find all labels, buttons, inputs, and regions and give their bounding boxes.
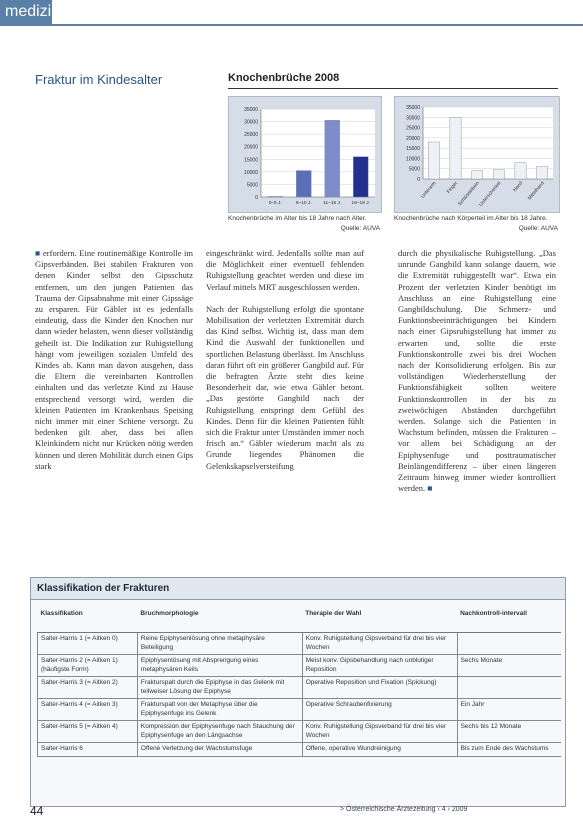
y-tick-label: 25000 bbox=[406, 125, 420, 132]
article-title: Fraktur im Kindesalter bbox=[35, 72, 163, 87]
table-cell: Salter-Harris 6 bbox=[38, 743, 138, 757]
bar bbox=[428, 142, 439, 179]
x-tick-label: Schlüsselbein bbox=[457, 181, 481, 207]
x-tick-label: Finger bbox=[446, 181, 460, 195]
table-row bbox=[38, 655, 562, 677]
y-tick-label: 35000 bbox=[406, 105, 420, 111]
x-tick-label: Hand bbox=[512, 181, 525, 194]
bar bbox=[472, 171, 483, 179]
x-tick-label: 6–10 J. bbox=[295, 201, 312, 206]
table-cell: Sechs Monate bbox=[457, 655, 561, 677]
y-tick-label: 0 bbox=[255, 195, 258, 201]
bar bbox=[493, 170, 504, 179]
table-cell: Frakturspalt von der Metaphyse über die Epiphysenfuge ins Gelenk bbox=[137, 699, 302, 721]
y-tick-label: 30000 bbox=[406, 115, 420, 122]
x-tick-label: Unterarm bbox=[420, 181, 438, 200]
bar bbox=[268, 196, 283, 197]
table-cell: Konv. Ruhigstellung Gipsverband für drei bis vier Wochen bbox=[302, 721, 457, 743]
bar bbox=[325, 120, 340, 197]
y-tick-label: 20000 bbox=[244, 144, 258, 151]
table-cell: Ein Jahr bbox=[457, 699, 561, 721]
chart-bodypart-caption bbox=[394, 214, 558, 234]
x-tick-label: Unterschenkel bbox=[478, 181, 503, 208]
page-number: 44 bbox=[30, 804, 44, 818]
table-row bbox=[38, 633, 562, 655]
table-cell: Operative Schraubenfixierung bbox=[302, 699, 457, 721]
header-therapy: Therapie der Wahl bbox=[302, 608, 457, 633]
x-tick-label: 16–18 J. bbox=[351, 201, 370, 206]
table-cell: Konv. Ruhigstellung Gipsverband für drei bis vier Wochen bbox=[302, 633, 457, 655]
x-tick-label: 11–15 J. bbox=[323, 201, 342, 206]
chart-age bbox=[229, 97, 381, 212]
table-row bbox=[38, 677, 562, 699]
body-col1-text: erfordern. Eine routinemäßige Kontrolle im Gipsverbänden. Bei stabilen Frakturen von denen Kinder selbst den Gipsschutz entfernen, um den jungen Patienten das Trauma der Gipsabnahme mit einer Gipssäge zu ersparen. Für Gäbler ist es jedenfalls eindeutig, dass die Kinder den Knochen nur dann wieder belasten, wenn dieser vollständig geheilt ist. Die Indikation zur Ruhigstellung hängt vom jeweiligen sozialen Umfeld des Kindes ab. Kann man davon ausgehen, dass die Eltern die vereinbarten Kontrollen einhalten und das verletzte Kind zu Hause entsprechend versorgt wird, werden die kleinen Patienten im Krankenhaus Speising nicht immer mit einer Schiene versorgt. Zu bedenken gilt aber, dass bei allen Kleinkindern nicht nur Krücken nötig werden können und deren Mobilität durch einen Gips stark bbox=[35, 248, 194, 471]
y-tick-label: 5000 bbox=[246, 182, 258, 189]
table-cell: Salter-Harris 4 (= Aitken 3) bbox=[38, 699, 138, 721]
x-tick-label: 0–5 J. bbox=[268, 201, 282, 206]
y-tick-label: 0 bbox=[417, 177, 420, 183]
footer-issue: > Österreichische Ärztezeitung ‹ 4 › 2009 bbox=[340, 806, 468, 813]
y-tick-label: 30000 bbox=[244, 119, 258, 126]
y-tick-label: 5000 bbox=[408, 166, 420, 173]
body-col3-text: durch die physikalische Ruhigstellung. „Das unrunde Gangbild kann solange dauern, wie die Extremität ruhiggestellt war“. Etwa ein Prozent der verletzten Kinder benötigt im Anschluss an eine Ruhigstellung eine Gangbildschulung. Die Schmerz- und Funktionsbeeinträchtigungen bei Kindern nach einer Gipsruhigstellung hat immer zu erwarten und, sollte die erste Funktionskontrolle zwei bis drei Wochen nach der Konsolidierung erfolgen. Bis zur vollständigen Wiederherstellung der Funktionsfähigkeit sollten weitere Funktionskontrollen in der bis zu zweiwöchigen Abständen durchgeführt werden. Solange sich die Patienten in Wachstum befinden, müssen die Frakturen – vor allem bei Schädigung an der Epiphysenfuge und posttraumatischer Beinlängendifferenz – über einen längeren Zeitraum hinweg immer wieder kontrolliert werden. bbox=[398, 248, 556, 494]
chart-age-caption bbox=[228, 214, 380, 234]
chart-bodypart bbox=[395, 97, 559, 212]
article-end-mark: ■ bbox=[427, 483, 433, 494]
chart-bodypart-caption-text: Knochenbrüche nach Körperteil im Alter bis 18 Jahre. bbox=[394, 215, 548, 222]
table-cell: Reine Epiphysenlösung ohne metaphysäre Beteiligung bbox=[137, 633, 302, 655]
plot-area bbox=[423, 107, 553, 179]
header-followup: Nachkontroll-intervall bbox=[457, 608, 561, 633]
table-cell: Epiphysenlösung mit Absprengung eines metaphysären Keils bbox=[137, 655, 302, 677]
bar bbox=[450, 117, 461, 179]
chart-title-rule bbox=[228, 88, 558, 89]
body-col2-para-2: Nach der Ruhigstellung erfolgt die spontane Mobilisation der verletzten Extremität durch das Kind selbst. Wichtig ist, dass man dem Kind die Auswahl der funktionellen und sportlichen Belastung überlässt. Im Anschluss daran führt oft ein größerer Gangbild auf. Für die befragten Ärzte steht dies keine Besonderheit dar, wie etwa Gäbler betont. „Das gestörte Gangbild nach der Ruhigstellung entspringt dem Gefühl des Kindes. Denn für die kleinen Patienten fühlt sich die Fraktur unter Umständen immer noch frisch an.“ Gäbler wiederum macht als zu Grunde liegendes Phänomen die Gelenkskapselversteifung bbox=[206, 303, 364, 471]
chart-section-title: Knochenbrüche 2008 bbox=[228, 72, 340, 84]
table-cell: Salter-Harris 3 (= Aitken 2) bbox=[38, 677, 138, 699]
table-cell: Offene Verletzung der Wachstumsfuge bbox=[137, 743, 302, 757]
y-tick-label: 15000 bbox=[406, 146, 420, 153]
table-cell: Salter-Harris 5 (= Aitken 4) bbox=[38, 721, 138, 743]
table-header-row bbox=[38, 608, 562, 633]
body-column-1 bbox=[35, 248, 193, 483]
header-classification: Klassifikation bbox=[38, 608, 138, 633]
section-label: medizin bbox=[5, 3, 61, 20]
table-cell: Offene, operative Wundreinigung bbox=[302, 743, 457, 757]
section-tab bbox=[0, 0, 61, 24]
y-tick-label: 35000 bbox=[244, 107, 258, 113]
y-tick-label: 20000 bbox=[406, 135, 420, 142]
chart-bodypart-panel bbox=[394, 96, 560, 213]
table-cell bbox=[457, 633, 561, 655]
x-tick-label: Mittelhand bbox=[527, 181, 546, 202]
table-cell: Meist konv. Gipsbehandlung nach unblutiger Reposition bbox=[302, 655, 457, 677]
body-column-3 bbox=[398, 248, 556, 505]
body-col2-para-1: eingeschränkt wird. Jedenfalls sollte man auf die Möglichkeit einer eventuell fehlenden Ruhigstellung geachtet werden und diese im Verlauf mittels MRT ausgeschlossen werden. bbox=[206, 248, 364, 292]
y-tick-label: 10000 bbox=[244, 169, 258, 176]
chart-bodypart-source: Quelle: AUVA bbox=[518, 225, 558, 232]
bar bbox=[353, 157, 368, 197]
table-cell: Operative Reposition und Fixation (Spickung) bbox=[302, 677, 457, 699]
table-row bbox=[38, 699, 562, 721]
table-cell: Salter-Harris 2 (= Aitken 1) (häufigste Form) bbox=[38, 655, 138, 677]
table-cell bbox=[457, 677, 561, 699]
table-cell: Bis zum Ende des Wachstums bbox=[457, 743, 561, 757]
chart-age-caption-text: Knochenbrüche im Alter bis 18 Jahre nach Alter. bbox=[228, 215, 367, 222]
header-morphology: Bruchmorphologie bbox=[137, 608, 302, 633]
classification-box bbox=[30, 577, 566, 807]
table-cell: Salter-Harris 1 (= Aitken 0) bbox=[38, 633, 138, 655]
classification-table bbox=[37, 608, 561, 757]
table-cell: Kompression der Epiphysenfuge nach Stauchung der Epiphysenfuge an den Längsachse bbox=[137, 721, 302, 743]
header-rule bbox=[0, 24, 583, 26]
bar bbox=[537, 167, 548, 179]
table-cell: Frakturspalt durch die Epiphyse in das Gelenk mit teilweiser Lösung der Epiphyse bbox=[137, 677, 302, 699]
y-tick-label: 10000 bbox=[406, 156, 420, 163]
table-row bbox=[38, 743, 562, 757]
table-cell: Sechs bis 12 Monate bbox=[457, 721, 561, 743]
y-tick-label: 15000 bbox=[244, 157, 258, 164]
y-tick-label: 25000 bbox=[244, 132, 258, 139]
chart-age-source: Quelle: AUVA bbox=[340, 225, 380, 232]
body-column-2 bbox=[206, 248, 364, 483]
article-start-mark: ■ bbox=[35, 248, 41, 258]
chart-age-panel bbox=[228, 96, 382, 213]
bar bbox=[515, 163, 526, 179]
classification-title: Klassifikation der Frakturen bbox=[31, 578, 565, 600]
table-row bbox=[38, 721, 562, 743]
bar bbox=[296, 171, 311, 197]
